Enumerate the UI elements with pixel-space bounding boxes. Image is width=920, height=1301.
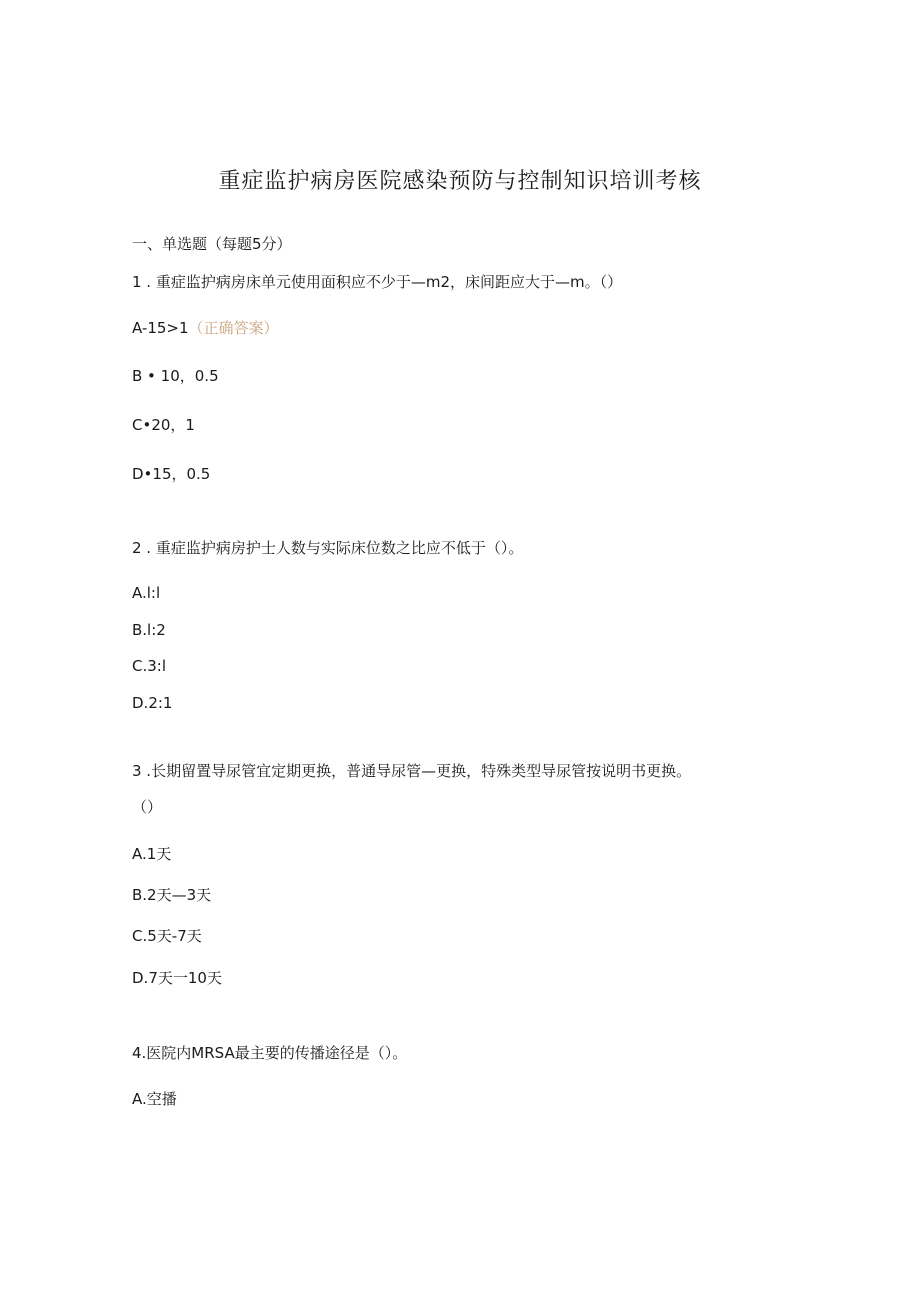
option-label: A-15>1 [132, 319, 189, 337]
question-1-option-a [132, 318, 279, 338]
question-4-text: 4.医院内MRSA最主要的传播途径是（）。 [132, 1044, 408, 1062]
question-3-option-a: A.1天 [132, 845, 172, 863]
question-2-option-b: B.l:2 [132, 621, 166, 639]
question-3-text: 3 .长期留置导尿管宜定期更换，普通导尿管—更换，特殊类型导尿管按说明书更换。 [132, 762, 692, 780]
question-2-option-d: D.2:1 [132, 694, 173, 712]
question-1-option-d: D•15，0.5 [132, 465, 211, 483]
question-3-text-continued: （） [132, 798, 163, 816]
question-3-option-b: B.2天—3天 [132, 886, 212, 904]
correct-answer-mark: （正确答案） [188, 319, 279, 337]
question-2-option-c: C.3:l [132, 657, 167, 675]
question-3-option-c: C.5天-7天 [132, 927, 202, 945]
question-1-option-b: B • 10，0.5 [132, 367, 219, 385]
question-4-option-a: A.空播 [132, 1090, 177, 1108]
question-3-option-d: D.7天一10天 [132, 969, 222, 987]
question-1-text: 1 . 重症监护病房床单元使用面积应不少于—m2，床间距应大于—m。（） [132, 273, 623, 291]
question-1-option-c: C•20，1 [132, 416, 195, 434]
page-title: 重症监护病房医院感染预防与控制知识培训考核 [218, 169, 702, 194]
section-heading: 一、单选题（每题5分） [132, 235, 292, 253]
question-2-option-a: A.l:l [132, 584, 161, 602]
question-2-text: 2 . 重症监护病房护士人数与实际床位数之比应不低于（）。 [132, 539, 524, 557]
